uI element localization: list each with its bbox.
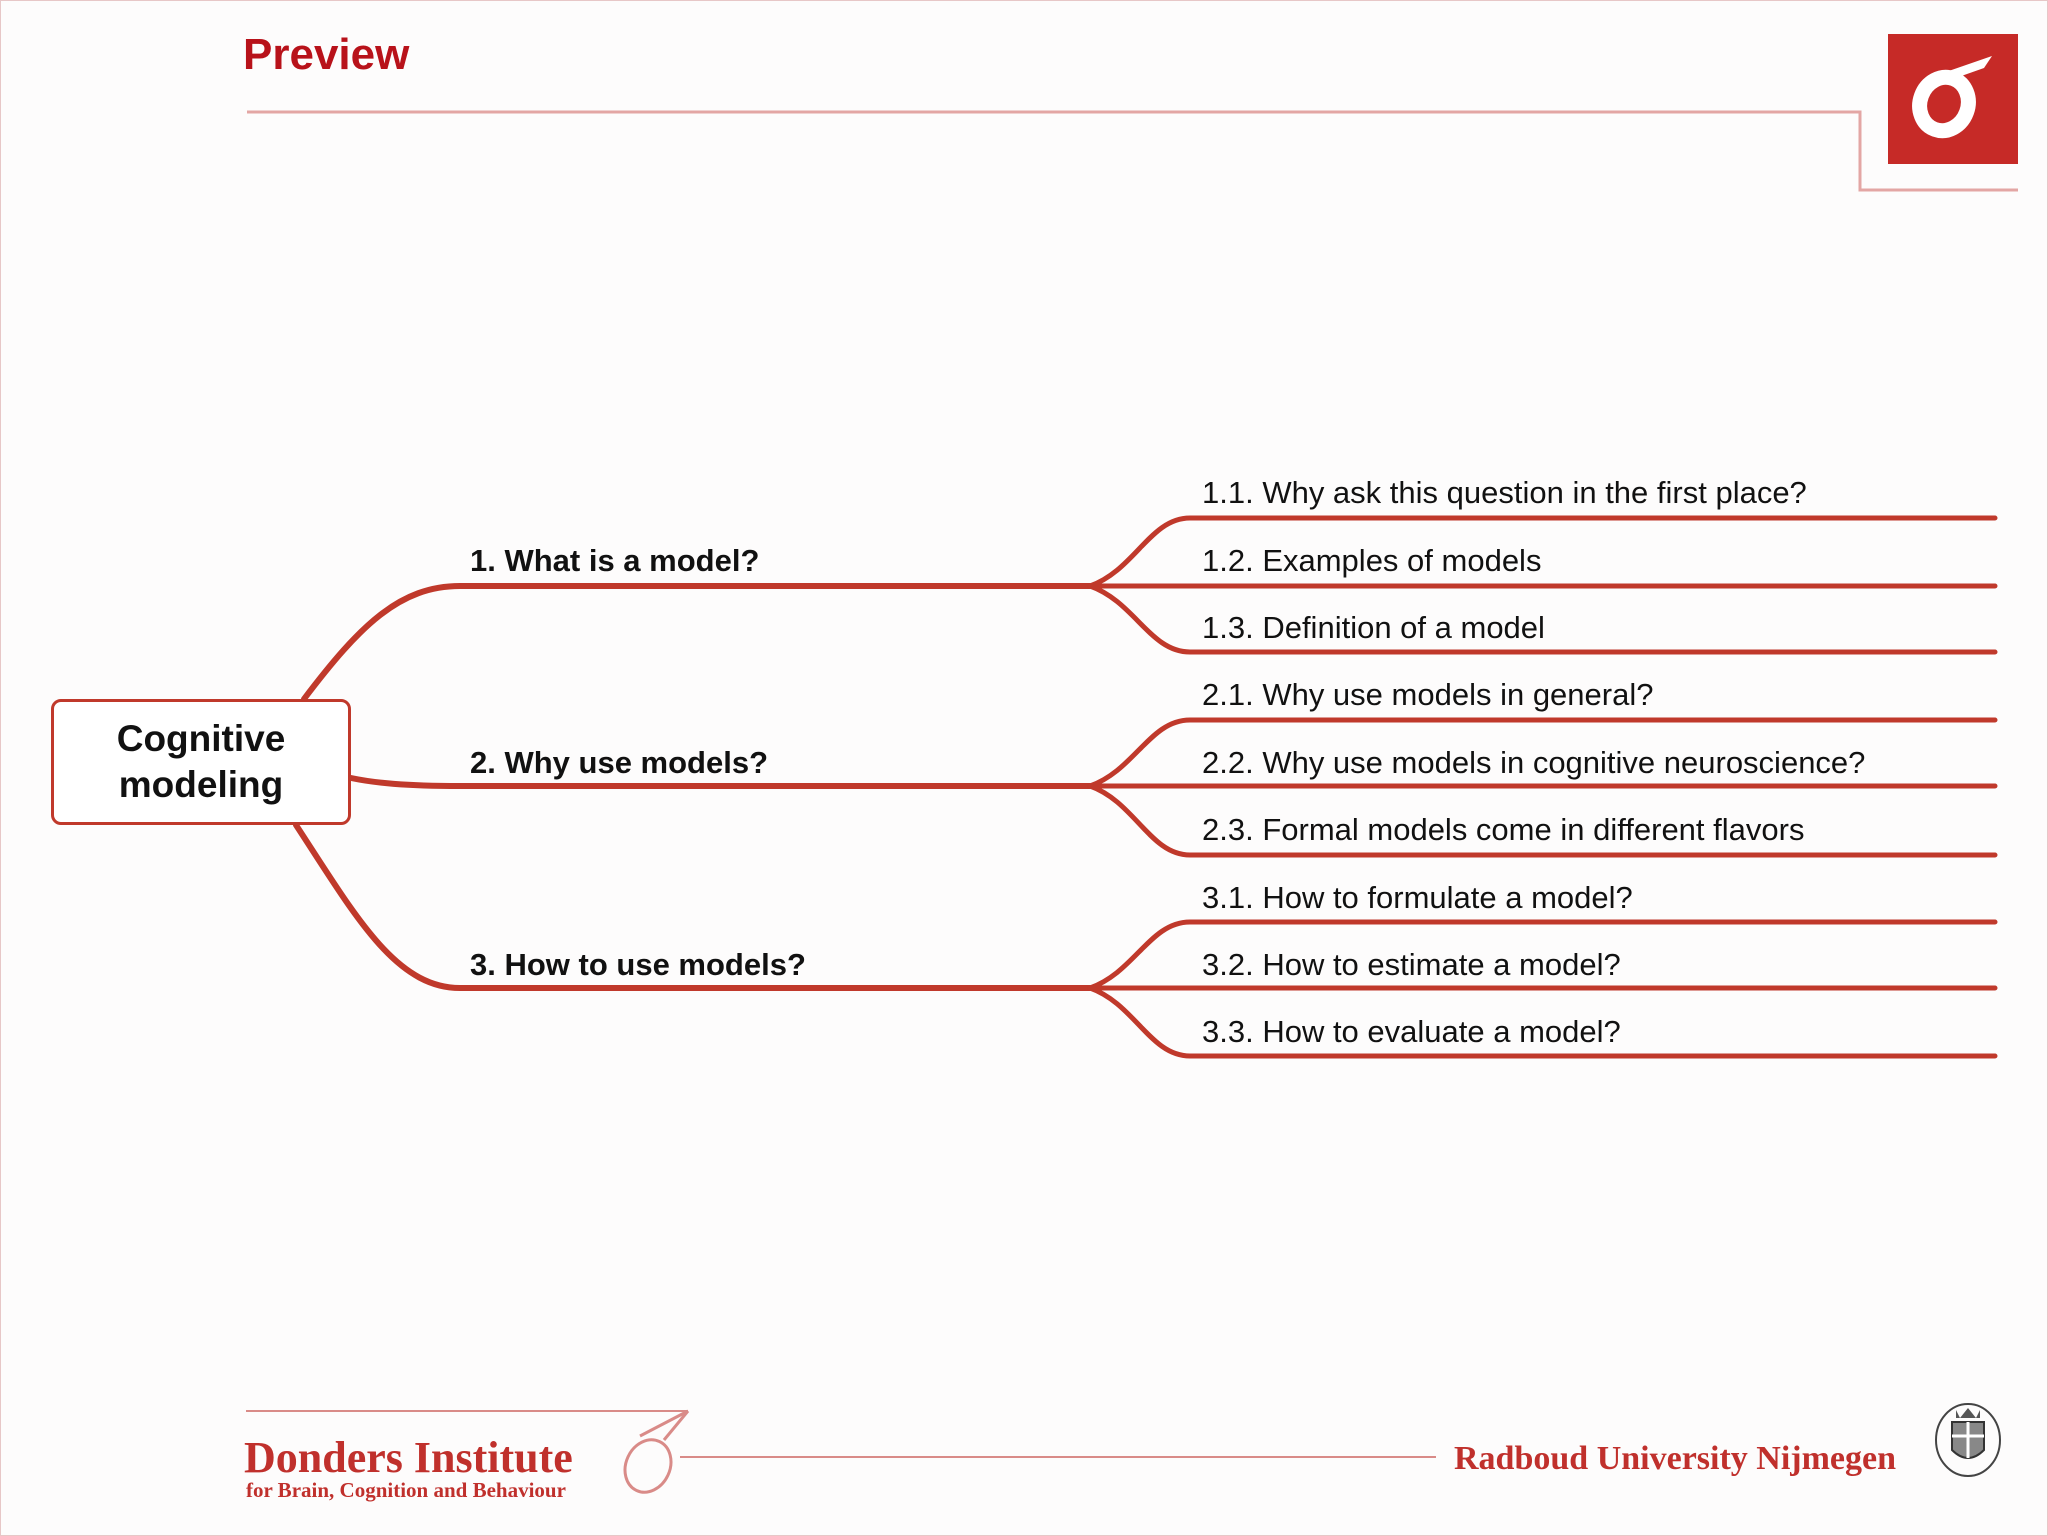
root-label: Cognitive modeling [116,718,286,805]
radboud-seal-icon [1936,1404,2000,1476]
topic-3-2: 3.2. How to estimate a model? [1202,947,1621,982]
topic-2-2: 2.2. Why use models in cognitive neuroscience? [1202,745,1866,780]
slide-title: Preview [243,30,410,79]
topic-1-3: 1.3. Definition of a model [1202,610,1545,645]
topic-2-3: 2.3. Formal models come in different flavors [1202,812,1805,847]
branch-1-label: 1. What is a model? [470,543,760,578]
radboud-university-name: Radboud University Nijmegen [1454,1440,1897,1477]
branch-2-label: 2. Why use models? [470,745,769,780]
topic-1-2: 1.2. Examples of models [1202,543,1542,578]
donders-institute-subtitle: for Brain, Cognition and Behaviour [246,1478,566,1502]
donders-institute-name: Donders Institute [244,1433,573,1482]
topic-2-1: 2.1. Why use models in general? [1202,677,1654,712]
branch-3-label: 3. How to use models? [470,947,806,982]
topic-3-1: 3.1. How to formulate a model? [1202,880,1633,915]
donders-sigma-outline-logo-icon [617,1411,688,1500]
topic-1-1: 1.1. Why ask this question in the first place? [1202,475,1807,510]
topic-3-3: 3.3. How to evaluate a model? [1202,1014,1621,1049]
